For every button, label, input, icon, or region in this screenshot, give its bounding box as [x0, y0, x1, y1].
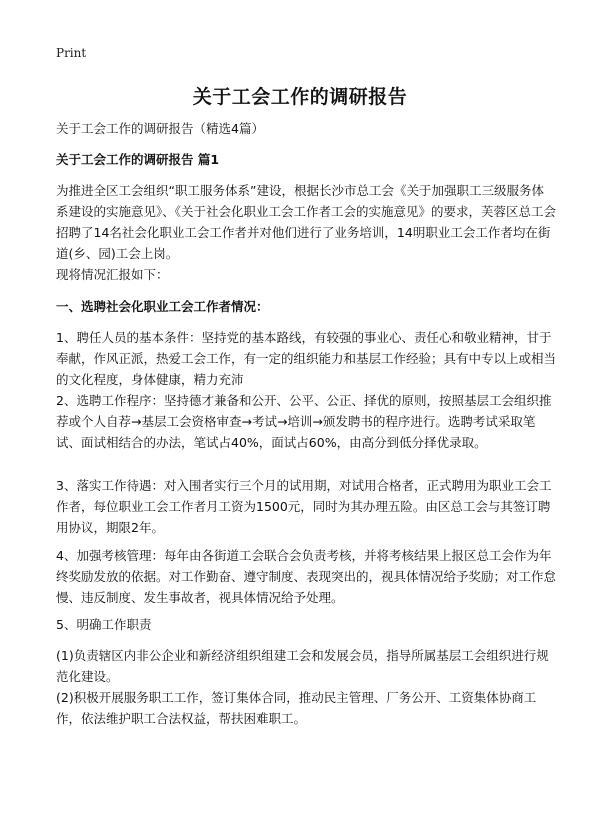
- document-subtitle: 关于工会工作的调研报告（精选4篇）: [56, 121, 264, 136]
- list-item: 4、加强考核管理：每年由各街道工会联合会负责考核，并将考核结果上报区总工会作为年终奖励发放的依据。对工作勤奋、遵守制度、表现突出的，视具体情况给予奖励；对工作怠慢、违反制度、发生事故者，视具体情况给予处理。: [56, 548, 557, 605]
- section-heading: 一、选聘社会化职业工会工作者情况：: [56, 299, 269, 314]
- list-item: 5、明确工作职责: [56, 617, 152, 632]
- page-title: 关于工会工作的调研报告: [192, 86, 408, 108]
- print-link[interactable]: Print: [56, 46, 87, 60]
- duty-item: (2)积极开展服务职工工作，签订集体合同，推动民主管理、厂务公开、工资集体协商工作，依法维护职工合法权益，帮扶困难职工。: [56, 690, 537, 726]
- list-item: 2、选聘工作程序：坚持德才兼备和公开、公平、公正、择优的原则，按照基层工会组织推荐或个人自荐→基层工会资格审查→考试→培训→颁发聘书的程序进行。选聘考试采取笔试、面试相结合的办法，笔试占40%，面试占60%，由高分到低分择优录取。: [56, 393, 552, 450]
- duty-item: (1)负责辖区内非公企业和新经济组织组建工会和发展会员，指导所属基层工会组织进行规范化建设。: [56, 648, 549, 684]
- list-item: 1、聘任人员的基本条件：坚持党的基本路线，有较强的事业心、责任心和敬业精神，甘于奉献，作风正派，热爱工会工作，有一定的组织能力和基层工作经验；具有中专以上或相当的文化程度，身体健康，精力充沛: [56, 330, 557, 387]
- report-lead-paragraph: 现将情况汇报如下：: [56, 267, 169, 282]
- intro-paragraph: 为推进全区工会组织“职工服务体系”建设，根据长沙市总工会《关于加强职工三级服务体系建设的实施意见》、《关于社会化职业工会工作者工会的实施意见》的要求，芙蓉区总工会招聘了14名社会化职业工会工作者并对他们进行了业务培训，14明职业工会工作者均在街道(乡、园)工会上岗。: [56, 183, 557, 261]
- list-item: 3、落实工作待遇：对入围者实行三个月的试用期，对试用合格者，正式聘用为职业工会工作者，每位职业工会工作者月工资为1500元，同时为其办理五险。由区总工会与其签订聘用协议，期限2年。: [56, 478, 552, 535]
- article-heading: 关于工会工作的调研报告 篇1: [56, 152, 220, 167]
